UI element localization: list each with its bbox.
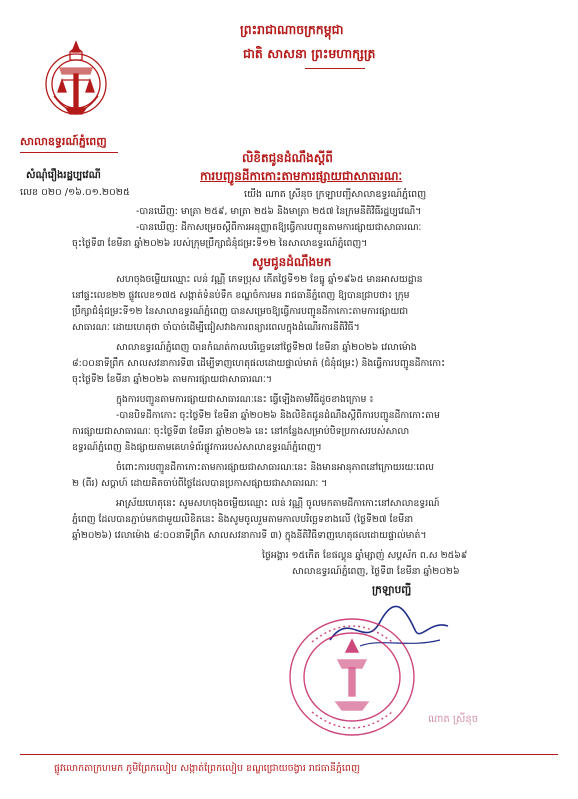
reference-number: លេខ ០២០ /១៦.០១.២០២៥ — [20, 187, 130, 198]
body-line: សាធារណៈ ដោយហេតុថា ចាំបាច់ដើម្បីជៀសវាងការពន្យារពេលក្នុងដំណើរការនីតិវិធី។ — [72, 322, 360, 333]
court-emblem-icon — [40, 34, 112, 126]
institution-name: សាលាឧទ្ធរណ៍ភ្នំពេញ — [20, 135, 107, 148]
footer-divider — [20, 754, 558, 755]
body-line: ភ្នំពេញ ដែលបានភ្ជាប់មកជាមួយលិខិតនេះ និងសូមចូលរួមតាមកាលបរិច្ឆេទខាងលើ (ថ្ងៃទី២៧ ខែមីនា — [72, 514, 414, 525]
consideration-3: ចុះថ្ងៃទី៣ ខែមីនា ឆ្នាំ២០២៦ របស់ក្រុមប្រឹក្សាជំនុំជម្រះទី១២ នៃសាលាឧទ្ធរណ៍ភ្នំពេញ។ — [72, 238, 368, 249]
body-line: អាស្រ័យហេតុនេះ សូមសហចុងចម្លើយឈ្មោះ លន់ វណ្ណី ចូលមកតាមដីកាកោះនៅសាលាឧទ្ធរណ៍ — [116, 498, 440, 509]
signatory-title: ក្រឡាបញ្ជី — [372, 584, 412, 596]
footer-address: ផ្លូវលោកតាក្រហមក ភូមិព្រែកលៀប សង្កាត់ព្រែកលៀប ខណ្ឌជ្រោយចង្វារ រាជធានីភ្នំពេញ — [54, 763, 360, 774]
office-label: សំណុំរឿងរដ្ឋប្បវេណី — [26, 170, 101, 181]
institution-divider — [20, 152, 118, 153]
consideration-2: -បានឃើញ: ដីកាសម្រេចស្តីពីការអនុញ្ញាតឱ្យធ្វើការបញ្ជូនតាមការផ្សាយជាសាធារណៈ — [136, 222, 422, 233]
body-line: ក្នុងការបញ្ជូនតាមការផ្សាយជាសាធារណៈនេះ ធ្វើឡើងតាមវិធីដូចខាងក្រោម ៖ — [116, 394, 374, 405]
issuer-line: យើង ណាត ស្រីនុច ក្រឡាបញ្ជីសាលាឧទ្ធរណ៍ភ្នំពេញ — [244, 189, 427, 200]
body-line: សាលាឧទ្ធរណ៍ភ្នំពេញ បានកំណត់កាលបរិច្ឆេទនៅថ្ងៃទី២៧ ខែមីនា ឆ្នាំ២០២៦ វេលាម៉ោង — [116, 342, 417, 353]
body-line: ចំពោះការបញ្ជូនដីកាកោះតាមការផ្សាយជាសាធារណៈនេះ និងមានអានុភាពនៅក្រោយរយៈពេល — [116, 462, 434, 473]
body-line: ចុះថ្ងៃទី២ ខែមីនា ឆ្នាំ២០២៦ តាមការផ្សាយជាសាធារណៈ។ — [72, 374, 273, 385]
date-solar: សាលាឧទ្ធរណ៍ភ្នំពេញ, ថ្ងៃទី៣ ខែមីនា ឆ្នាំ២០២៦ — [292, 566, 460, 577]
kingdom-heading: ព្រះរាជាណាចក្រកម្ពុជា — [240, 22, 344, 37]
consideration-1: -បានឃើញ: មាត្រា ២៥៩, មាត្រា ២៥៦ និងមាត្រា ២៥៧ នៃក្រមនីតិវិធីរដ្ឋប្បវេណី។ — [136, 206, 422, 217]
body-line: ប្រឹក្សាជំនុំជម្រះទី១២ នៃសាលាឧទ្ធរណ៍ភ្នំពេញ បានសម្រេចឱ្យធ្វើការបញ្ជូនដីកាកោះតាមការផ្សាយជា — [72, 306, 409, 317]
body-line: ការផ្សាយជាសាធារណៈ ចុះថ្ងៃទី៣ ខែមីនា ឆ្នាំ២០២៦ នេះ នៅកន្លែងសម្រាប់បិទប្រកាសរបស់សាលា — [72, 426, 410, 437]
body-line: ឆ្នាំ២០២៦) វេលាម៉ោង ៨:០០នាទីព្រឹក សាលសវនាការទី ៣) ក្នុងនីតិវិធីទាញហេតុផលដោយផ្ទាល់មាត់។ — [72, 530, 427, 541]
notice-heading: សូមជូនដំណឹងមក — [252, 255, 332, 269]
body-line: ២ (ពីរ) សប្តាហ៍ ដោយគិតចាប់ពីថ្ងៃដែលបានប្រកាសផ្សាយជាសាធារណៈ ។ — [72, 478, 328, 489]
national-motto: ជាតិ សាសនា ព្រះមហាក្សត្រ — [243, 46, 376, 61]
motto-divider — [305, 68, 365, 69]
document-subtitle: ការបញ្ជូនដីកាកោះតាមការផ្សាយជាសាធារណៈ — [200, 169, 403, 183]
body-line: សហចុងចម្លើយឈ្មោះ លន់ វណ្ណី ភេទប្រុស កើតថ្ងៃទី១២ ខែធ្នូ ឆ្នាំ១៩៦៥ មានអាសយដ្ឋាន — [116, 274, 423, 285]
body-line: ឧទ្ធរណ៍ភ្នំពេញ និងផ្សាយតាមគេហទំព័រផ្លូវការរបស់សាលាឧទ្ធរណ៍ភ្នំពេញ។ — [72, 442, 322, 453]
body-line: -បានបិទដីកាកោះ ចុះថ្ងៃទី២ ខែមីនា ឆ្នាំ២០២៦ និងលិខិតជូនដំណឹងស្តីពីការបញ្ជូនដីកាកោះតាម — [116, 410, 440, 421]
date-lunar: ថ្ងៃអង្គារ ១៥កើត ខែផល្គុន ឆ្នាំម្សាញ់ សប្តស័ក ព.ស ២៥៦៩ — [262, 550, 468, 561]
signatory-name: ណាត ស្រីនុច — [428, 714, 479, 725]
body-line: នៅផ្ទះលេខ២២ ផ្លូវលេខ១៧៥ សង្កាត់ទំនប់ទឹក ខណ្ឌចំការមន រាជធានីភ្នំពេញ ឱ្យបានជ្រាបថា៖ ក្រុម — [72, 290, 410, 301]
body-line: ៨:០០នាទីព្រឹក សាលសវនាការទី៣ ដើម្បីទាញហេតុផលដោយផ្ទាល់មាត់ (ជំនុំជម្រះ) និងធ្វើការបញ្ជូនដីកាកោះ — [72, 358, 446, 369]
official-stamp-icon — [282, 612, 422, 742]
document-title: លិខិតជូនដំណឹងស្តីពី — [242, 151, 333, 165]
